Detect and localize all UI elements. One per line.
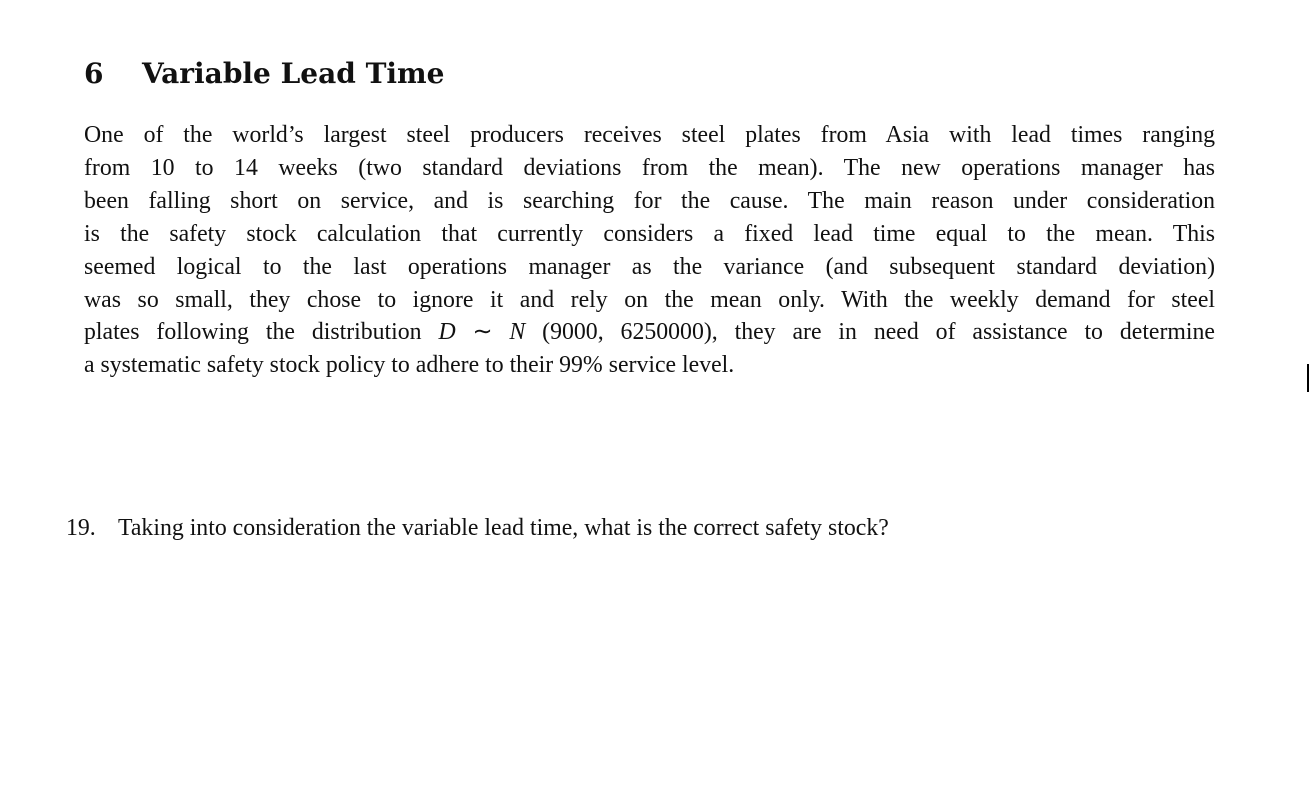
formula-lead-text: plates following the distribution	[84, 319, 439, 346]
paragraph-line: a systematic safety stock policy to adhere to their 99% service level.	[84, 352, 735, 379]
paragraph-line: been falling short on service, and is searching for the cause. The main reason under consideration	[84, 187, 1215, 214]
question-number: 19.	[66, 515, 96, 541]
paragraph-line: One of the world’s largest steel producers receives steel plates from Asia with lead times ranging	[84, 122, 1215, 148]
demand-variable: D	[438, 319, 456, 346]
paragraph-line-with-formula	[84, 316, 1215, 349]
paragraph-line: is the safety stock calculation that currently considers a fixed lead time equal to the mean. This	[84, 220, 1215, 247]
distributed-as-symbol: ∼	[455, 319, 510, 346]
question-19	[66, 512, 889, 545]
paragraph-line: seemed logical to the last operations manager as the variance (and subsequent standard deviation)	[84, 253, 1215, 280]
section-title: Variable Lead Time	[142, 57, 445, 90]
text-cursor	[1307, 364, 1309, 392]
section-heading	[84, 56, 445, 92]
section-number: 6	[84, 57, 104, 90]
problem-paragraph	[84, 119, 1215, 382]
normal-distribution-symbol: N	[509, 319, 526, 346]
formula-trail-text: , they are in need of assistance to determine	[711, 319, 1215, 346]
question-text: Taking into consideration the variable lead time, what is the correct safety stock?	[118, 515, 889, 541]
paragraph-line: from 10 to 14 weeks (two standard deviations from the mean). The new operations manager has	[84, 154, 1215, 181]
distribution-parameters: (9000, 6250000)	[525, 319, 712, 346]
paragraph-line: was so small, they chose to ignore it and rely on the mean only. With the weekly demand for steel	[84, 286, 1215, 313]
